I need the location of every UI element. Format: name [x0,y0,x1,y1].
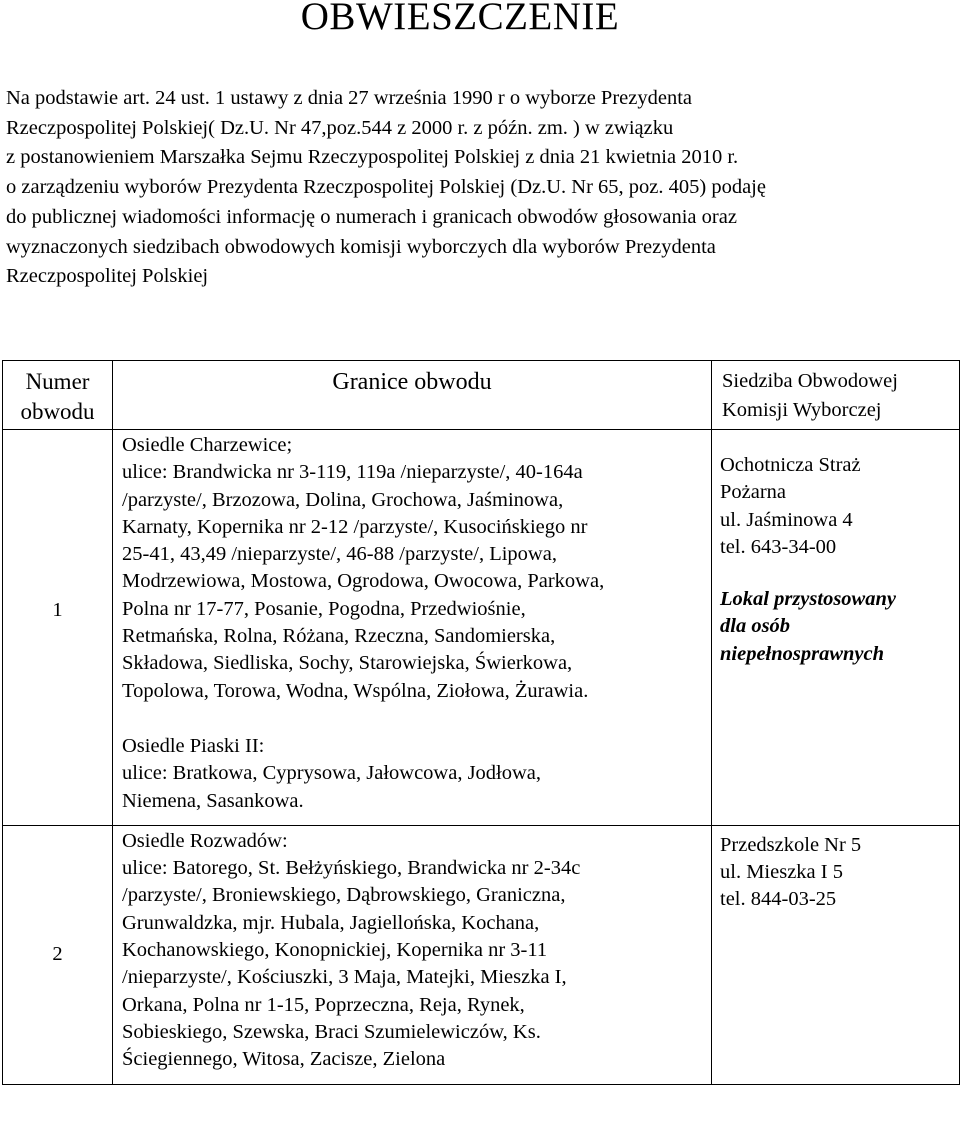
table-header-row [3,361,960,430]
accessibility-line: niepełnosprawnych [720,642,885,665]
intro-line: do publicznej wiadomości informację o numerach i granicach obwodów głosowania oraz [6,205,737,228]
street-list-line: Sobieskiego, Szewska, Braci Szumielewiczów, Ks. [122,1020,541,1043]
street-list-line: Topolowa, Torowa, Wodna, Wspólna, Ziołowa, Żurawia. [122,679,589,702]
intro-line: z postanowieniem Marszałka Sejmu Rzeczypospolitej Polskiej z dnia 21 kwietnia 2010 r. [6,146,739,169]
street-list-line: Retmańska, Rolna, Różana, Rzeczna, Sandomierska, [122,625,556,648]
seat-line: tel. 844-03-25 [720,888,837,911]
intro-paragraph [6,84,956,292]
accessibility-line: Lokal przystosowany [720,588,896,611]
seat-line: Pożarna [720,481,787,504]
district-number: 2 [3,825,113,1084]
document-title: OBWIESZCZENIE [300,0,620,38]
intro-line: o zarządzeniu wyborów Prezydenta Rzeczpospolitej Polskiej (Dz.U. Nr 65, poz. 405) podaję [6,176,766,199]
accessibility-line: dla osób [720,615,791,638]
header-commission-seat [712,361,960,430]
block-spacer [122,705,705,733]
intro-line: Rzeczpospolitej Polskiej [6,265,209,288]
seat-line: ul. Mieszka I 5 [720,861,843,884]
commission-seat [712,430,960,826]
street-list-line: /parzyste/, Broniewskiego, Dąbrowskiego, Graniczna, [122,884,566,907]
street-list-line: Kochanowskiego, Konopnickiej, Kopernika nr 3-11 [122,939,548,962]
settlement-heading: Osiedle Rozwadów: [122,829,288,852]
district-number: 1 [3,430,113,826]
accessibility-note [720,586,953,668]
seat-line: ul. Jaśminowa 4 [720,508,853,531]
street-list-line: Niemena, Sasankowa. [122,789,304,812]
street-list-line: Grunwaldzka, mjr. Hubala, Jagiellońska, Kochana, [122,911,540,934]
header-seat-line: Komisji Wyborczej [722,399,882,421]
street-list-line: /nieparzyste/, Kościuszki, 3 Maja, Matejki, Mieszka I, [122,966,567,989]
header-number-line: obwodu [20,399,95,424]
districts-table [2,360,960,1085]
seat-line: Przedszkole Nr 5 [720,833,862,856]
intro-line: wyznaczonych siedzibach obwodowych komisji wyborczych dla wyborów Prezydenta [6,235,716,258]
street-list-line: /parzyste/, Brzozowa, Dolina, Grochowa, Jaśminowa, [122,488,564,511]
district-boundaries [113,825,712,1084]
street-list-line: Ściegiennego, Witosa, Zacisze, Zielona [122,1048,446,1071]
street-list-line: Polna nr 17-77, Posanie, Pogodna, Przedwiośnie, [122,597,526,620]
settlement-heading: Osiedle Piaski II: [122,734,265,757]
street-list-line: Modrzewiowa, Mostowa, Ogrodowa, Owocowa, Parkowa, [122,570,605,593]
header-seat-line: Siedziba Obwodowej [722,370,898,392]
street-list-line: Karnaty, Kopernika nr 2-12 /parzyste/, Kusocińskiego nr [122,515,588,538]
table-row [3,825,960,1084]
header-district-number [3,361,113,430]
header-boundaries: Granice obwodu [113,361,712,430]
intro-line: Na podstawie art. 24 ust. 1 ustawy z dnia 27 września 1990 r o wyborze Prezydenta [6,87,692,109]
district-boundaries [113,430,712,826]
header-number-line: Numer [25,369,90,394]
settlement-heading: Osiedle Charzewice; [122,434,293,456]
street-list-line: Składowa, Siedliska, Sochy, Starowiejska, Świerkowa, [122,652,573,675]
street-list-line: ulice: Bratkowa, Cyprysowa, Jałowcowa, Jodłowa, [122,762,542,785]
table-row [3,430,960,826]
street-list-line: ulice: Brandwicka nr 3-119, 119a /nieparzyste/, 40-164a [122,461,583,484]
commission-seat [712,825,960,1084]
seat-line: tel. 643-34-00 [720,535,837,558]
street-list-line: Orkana, Polna nr 1-15, Poprzeczna, Reja, Rynek, [122,993,525,1016]
street-list-line: ulice: Batorego, St. Bełżyńskiego, Brandwicka nr 2-34c [122,857,581,880]
street-list-line: 25-41, 43,49 /nieparzyste/, 46-88 /parzyste/, Lipowa, [122,543,557,566]
intro-line: Rzeczpospolitej Polskiej( Dz.U. Nr 47,poz.544 z 2000 r. z późn. zm. ) w związku [6,116,674,139]
seat-line: Ochotnicza Straż [720,454,861,476]
